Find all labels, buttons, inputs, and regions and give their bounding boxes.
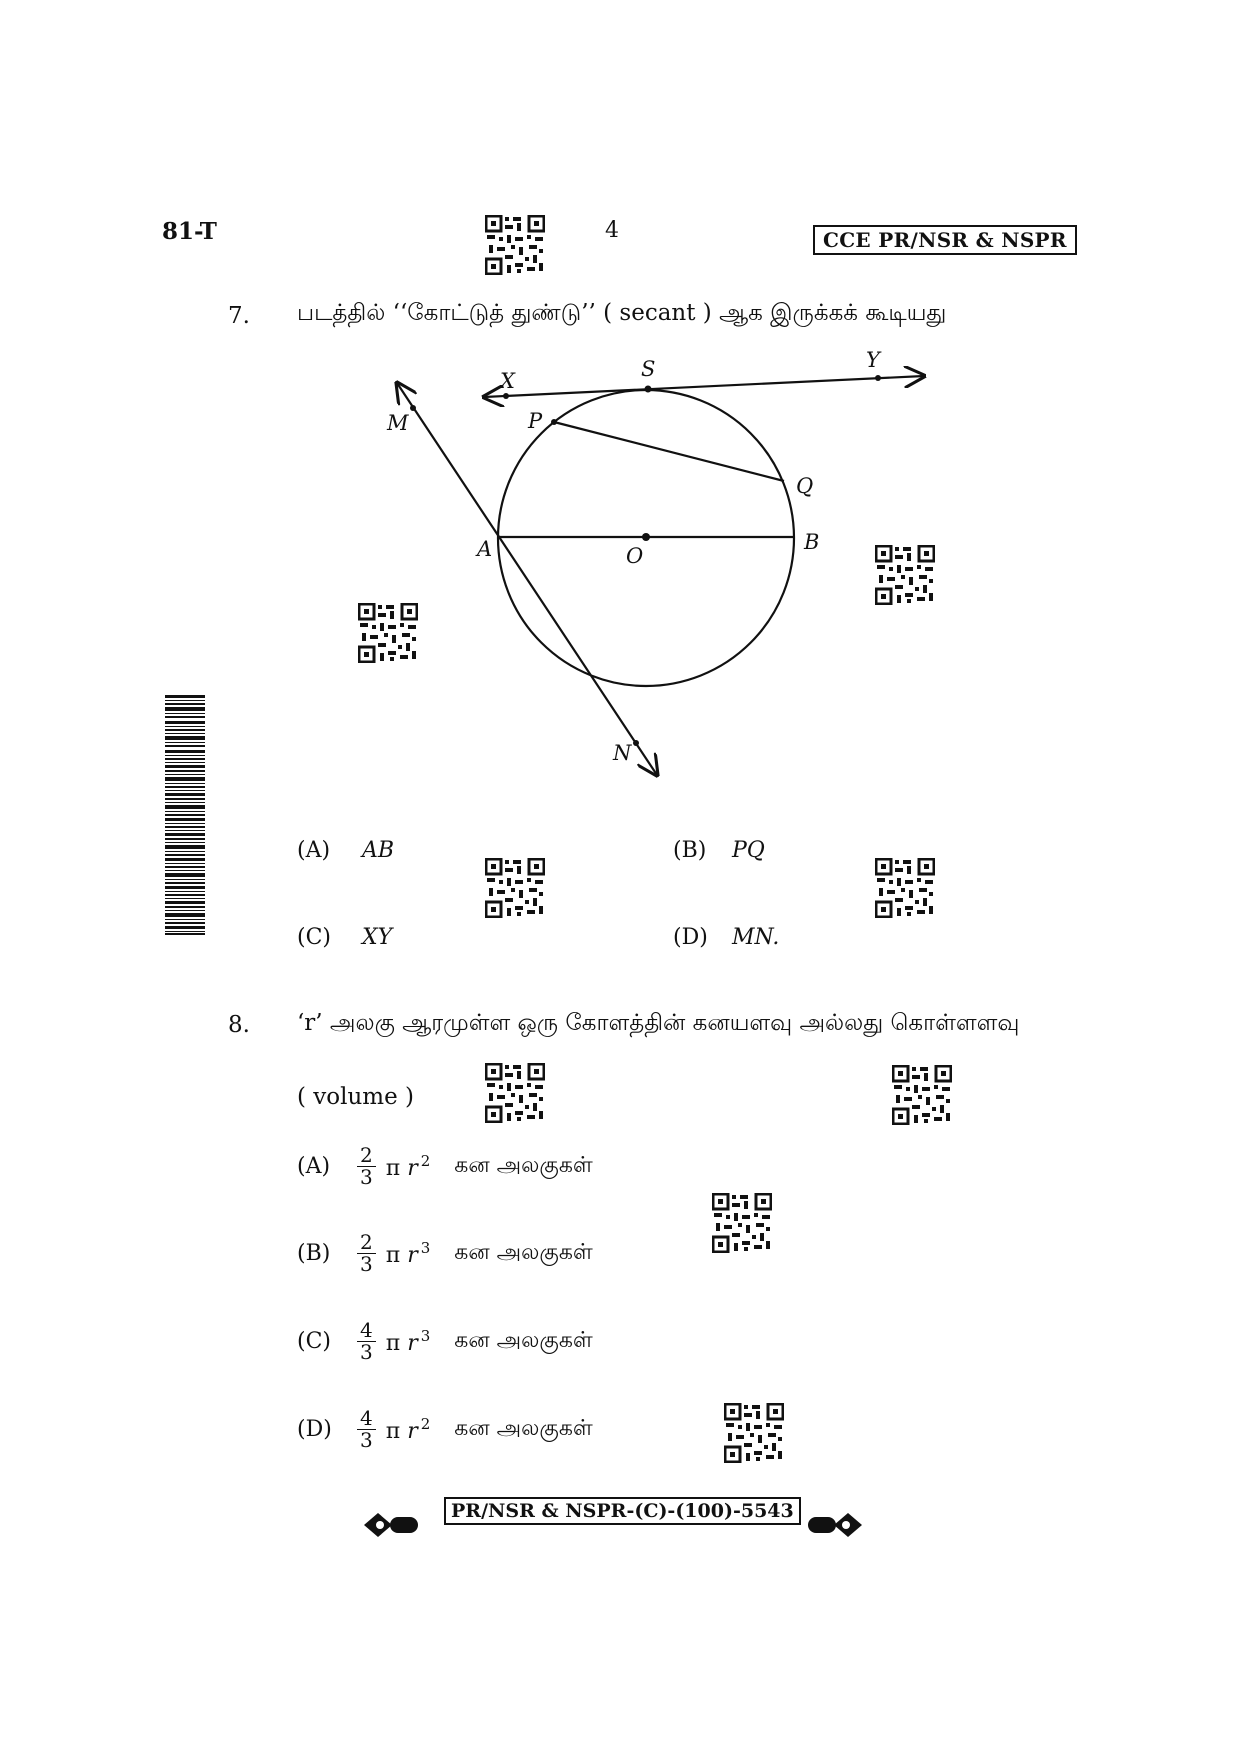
label-o: O <box>626 544 644 568</box>
label-m: M <box>387 411 409 435</box>
ornament-right-icon <box>806 1510 864 1540</box>
label-b: B <box>804 530 820 554</box>
qr-code-icon <box>892 1065 952 1125</box>
unit-label: கன அலகுகள் <box>454 1327 593 1353</box>
option-value[interactable]: XY <box>362 925 393 950</box>
qr-code-icon <box>875 858 935 918</box>
qr-code-icon <box>485 858 545 918</box>
label-p: P <box>528 409 543 433</box>
question-number: 7. <box>228 303 250 329</box>
option-letter[interactable]: (C) <box>297 925 331 950</box>
qr-code-icon <box>485 1063 545 1123</box>
qr-code-icon <box>485 215 545 275</box>
center-point <box>642 533 650 541</box>
option-b[interactable] <box>297 1232 593 1275</box>
option-letter: (C) <box>297 1329 331 1354</box>
pi-r-power: π r $^2$ <box>385 1415 431 1444</box>
secant-line-mn <box>397 383 657 775</box>
ornament-left-icon <box>362 1510 420 1540</box>
question-text-volume: ( volume ) <box>297 1084 414 1110</box>
option-letter[interactable]: (A) <box>297 838 331 863</box>
qr-code-icon <box>712 1193 772 1253</box>
option-letter[interactable]: (D) <box>673 925 708 950</box>
option-letter: (A) <box>297 1154 331 1179</box>
question-text: ‘r’ அலகு ஆரமுள்ள ஒரு கோளத்தின் கனயளவு அல்லது கொள்ளளவு <box>297 1010 1020 1036</box>
option-value[interactable]: MN. <box>732 925 780 950</box>
barcode-icon <box>165 695 205 935</box>
unit-label: கன அலகுகள் <box>454 1415 593 1441</box>
option-d[interactable] <box>297 1408 593 1451</box>
label-q: Q <box>796 474 814 498</box>
unit-label: கன அலகுகள் <box>454 1239 593 1265</box>
fraction: $\frac{2}{3}$ <box>357 1232 376 1275</box>
option-value[interactable]: PQ <box>732 838 765 863</box>
tangent-line-xy <box>484 376 924 397</box>
fraction: $\frac{2}{3}$ <box>357 1145 376 1188</box>
exam-title: CCE PR/NSR & NSPR <box>813 225 1077 255</box>
paper-code: 81-T <box>162 218 217 245</box>
fraction: $\frac{4}{3}$ <box>357 1320 376 1363</box>
footer-code: PR/NSR & NSPR-(C)-(100)-5543 <box>444 1497 801 1525</box>
option-value[interactable]: AB <box>362 838 395 863</box>
pi-r-power: π r $^2$ <box>385 1152 431 1181</box>
page-number: 4 <box>605 218 619 243</box>
fraction: $\frac{4}{3}$ <box>357 1408 376 1451</box>
label-a: A <box>477 537 493 561</box>
option-c[interactable] <box>297 1320 593 1363</box>
label-s: S <box>641 357 656 381</box>
unit-label: கன அலகுகள் <box>454 1152 593 1178</box>
option-letter[interactable]: (B) <box>673 838 707 863</box>
option-letter: (D) <box>297 1417 332 1442</box>
option-letter: (B) <box>297 1241 331 1266</box>
question-text: படத்தில் ‘‘கோட்டுத் துண்டு’’ ( secant ) ஆக இருக்கக் கூடியது <box>297 300 947 326</box>
pi-r-power: π r $^3$ <box>385 1239 431 1268</box>
label-y: Y <box>866 348 880 372</box>
label-n: N <box>613 741 632 765</box>
option-a[interactable] <box>297 1145 593 1188</box>
qr-code-icon <box>724 1403 784 1463</box>
question-number: 8. <box>228 1012 250 1038</box>
label-x: X <box>500 369 515 393</box>
circle-diagram <box>330 340 950 790</box>
pi-r-power: π r $^3$ <box>385 1327 431 1356</box>
